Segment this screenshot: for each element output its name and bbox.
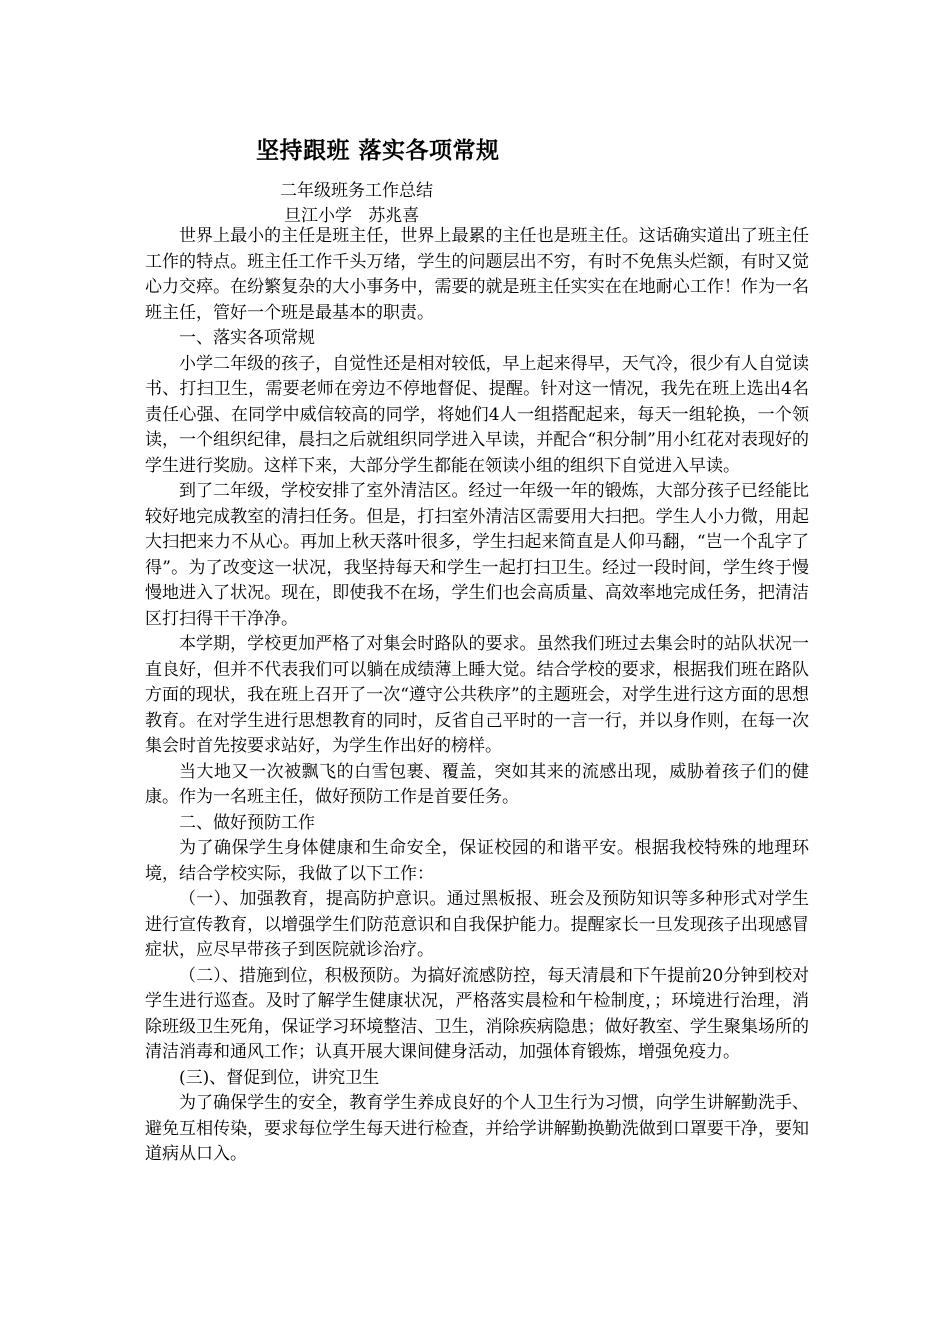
paragraph-intro: 世界上最小的主任是班主任，世界上最累的主任也是班主任。这话确实道出了班主任工作的特点。班主任工作千头万绪，学生的问题层出不穷，有时不免焦头烂额，有时又觉心力交瘁。在纷繁复杂的大小事务中，需要的就是班主任实实在在地耐心工作！作为一名班主任，管好一个班是最基本的职责。 [145, 226, 809, 323]
paragraph: 本学期，学校更加严格了对集会时路队的要求。虽然我们班过去集会时的站队状况一直良好，但并不代表我们可以躺在成绩薄上睡大觉。结合学校的要求，根据我们班在路队方面的现状，我在班上召开了一次“遵守公共秩序”的主题班会，对学生进行这方面的思想教育。在对学生进行思想教育的同时，反省自己平时的一言一行，并以身作则，在每一次集会时首先按要求站好，为学生作出好的榜样。 [145, 634, 809, 756]
document-author: 旦江小学 苏兆喜 [284, 206, 420, 226]
paragraph: 到了二年级，学校安排了室外清洁区。经过一年级一年的锻炼，大部分孩子已经能比较好地完成教室的清扫任务。但是，打扫室外清洁区需要用大扫把。学生人小力微，用起大扫把来力不从心。再加上秋天落叶很多，学生扫起来简直是人仰马翻，“岂一个乱字了得”。为了改变这一状况，我坚持每天和学生一起打扫卫生。经过一段时间，学生终于慢慢地进入了状况。现在，即使我不在场，学生们也会高质量、高效率地完成任务，把清洁区打扫得干干净净。 [145, 481, 809, 629]
section-heading-2: 二、做好预防工作 [179, 812, 315, 833]
document-title: 坚持跟班 落实各项常规 [256, 137, 500, 164]
subsection-heading-3: (三)、督促到位，讲究卫生 [179, 1067, 380, 1088]
document-subtitle: 二年级班务工作总结 [280, 181, 433, 201]
paragraph: （二）、措施到位，积极预防。为搞好流感防控，每天清晨和下午提前20分钟到校对学生进行巡查。及时了解学生健康状况，严格落实晨检和午检制度，；环境进行治理，消除班级卫生死角，保证学习环境整洁、卫生，消除疾病隐患；做好教室、学生聚集场所的清洁消毒和通风工作；认真开展大课间健身活动，加强体育锻炼，增强免疫力。 [145, 965, 809, 1062]
paragraph: （一）、加强教育，提高防护意识。通过黑板报、班会及预防知识等多种形式对学生进行宣传教育，以增强学生们防范意识和自我保护能力。提醒家长一旦发现孩子出现感冒症状，应尽早带孩子到医院就诊治疗。 [145, 889, 809, 960]
paragraph: 为了确保学生的安全，教育学生养成良好的个人卫生行为习惯，向学生讲解勤洗手、避免互相传染，要求每位学生每天进行检查，并给学讲解勤换勤洗做到口罩要干净，要知道病从口入。 [145, 1093, 809, 1164]
paragraph: 当大地又一次被飘飞的白雪包裹、覆盖，突如其来的流感出现，威胁着孩子们的健康。作为一名班主任，做好预防工作是首要任务。 [145, 761, 809, 807]
section-heading-1: 一、落实各项常规 [179, 328, 315, 348]
paragraph: 为了确保学生身体健康和生命安全，保证校园的和谐平安。根据我校特殊的地理环境，结合学校实际，我做了以下工作： [145, 838, 809, 884]
paragraph: 小学二年级的孩子，自觉性还是相对较低，早上起来得早，天气冷，很少有人自觉读书、打扫卫生，需要老师在旁边不停地督促、提醒。针对这一情况，我先在班上选出4名责任心强、在同学中威信较高的同学，将她们4人一组搭配起来，每天一组轮换，一个领读，一个组织纪律，晨扫之后就组织同学进入早读，并配合“积分制”用小红花对表现好的学生进行奖励。这样下来，大部分学生都能在领读小组的组织下自觉进入早读。 [145, 353, 809, 476]
document-body [145, 224, 809, 1168]
